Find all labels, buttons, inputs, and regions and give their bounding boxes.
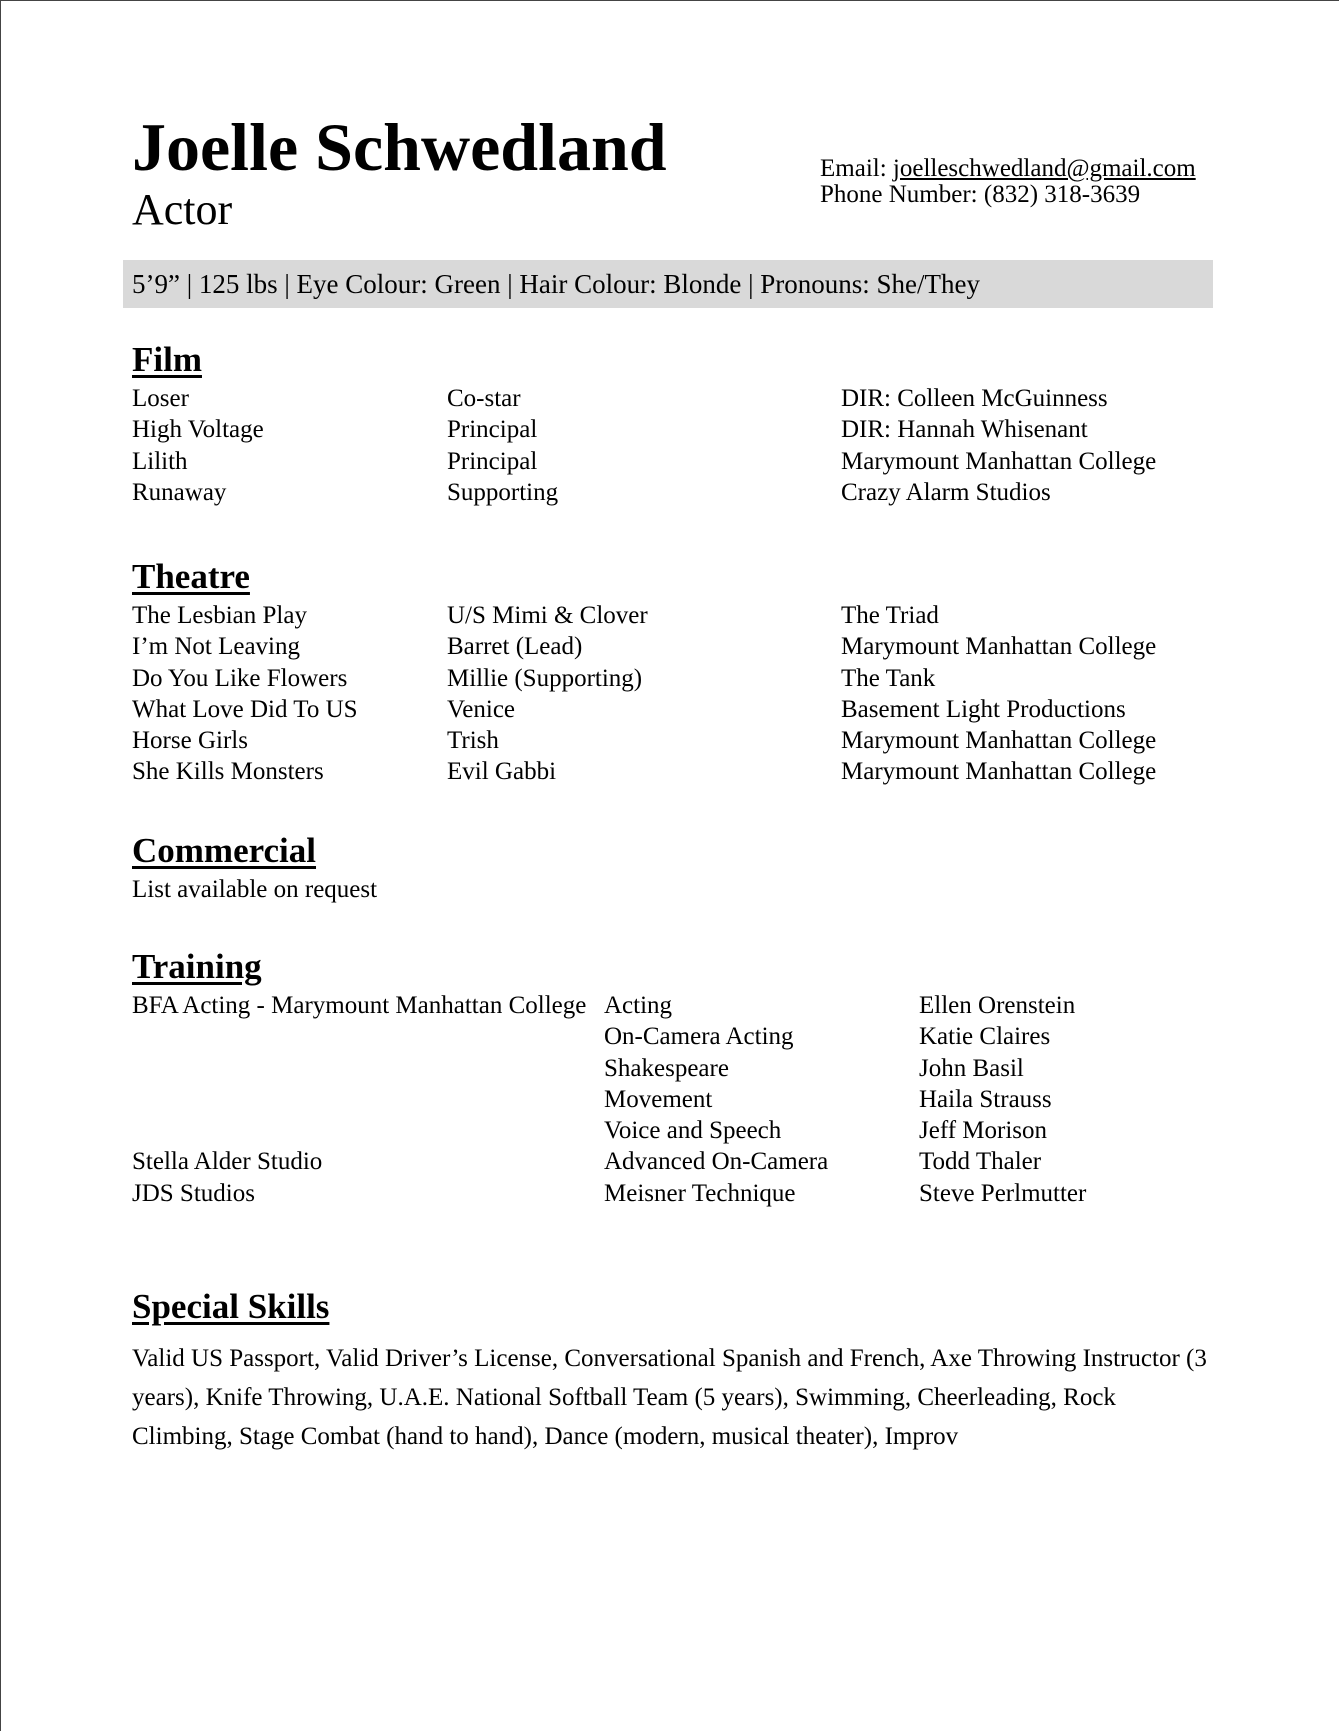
training-teacher: Katie Claires — [919, 1023, 1051, 1051]
film-project: High Voltage — [132, 416, 264, 444]
film-project: Loser — [132, 385, 189, 412]
film-role: Principal — [447, 447, 538, 475]
theatre-project: She Kills Monsters — [132, 758, 324, 786]
film-role: Principal — [447, 416, 538, 444]
email-line — [820, 156, 1196, 182]
film-credit: DIR: Colleen McGuinness — [841, 385, 1108, 412]
theatre-credit: Basement Light Productions — [841, 695, 1126, 723]
training-teacher: Haila Strauss — [919, 1085, 1052, 1113]
skills-text: Valid US Passport, Valid Driver’s License, Conversational Spanish and French, Axe Throwing Instructor (3 years), Knife Throwing, U.A.E. National Softball Team (5 years), Swimming, Cheerleading, Rock Climbing, Stage Combat (hand to hand), Dance (modern, musical theater), Improv — [132, 1345, 1207, 1450]
training-subject: Movement — [604, 1085, 713, 1113]
training-subject: Shakespeare — [604, 1054, 729, 1082]
stats-bar: 5’9” | 125 lbs | Eye Colour: Green | Hair Colour: Blonde | Pronouns: She/They — [123, 260, 1213, 308]
theatre-credit: Marymount Manhattan College — [841, 727, 1157, 755]
theatre-role: Venice — [447, 695, 516, 723]
film-credit: DIR: Hannah Whisenant — [841, 416, 1088, 444]
training-teacher: John Basil — [919, 1054, 1024, 1082]
theatre-project: Do You Like Flowers — [132, 664, 348, 692]
training-subject: Advanced On-Camera — [604, 1148, 829, 1176]
actor-role: Actor — [132, 185, 233, 234]
training-subject: On-Camera Acting — [604, 1023, 794, 1051]
film-role: Supporting — [447, 478, 559, 506]
training-subject: Voice and Speech — [604, 1117, 782, 1145]
training-teacher: Todd Thaler — [919, 1148, 1042, 1176]
theatre-role: Evil Gabbi — [447, 758, 557, 786]
film-credit: Crazy Alarm Studios — [841, 478, 1051, 506]
training-school: BFA Acting - Marymount Manhattan College — [132, 992, 587, 1019]
theatre-credit: The Triad — [841, 602, 939, 629]
training-teacher: Ellen Orenstein — [919, 992, 1076, 1019]
commercial-text: List available on request — [132, 876, 378, 903]
commercial-heading: Commercial — [132, 831, 317, 870]
training-subject: Meisner Technique — [604, 1179, 796, 1207]
theatre-heading: Theatre — [132, 557, 250, 596]
skills-heading: Special Skills — [132, 1287, 330, 1326]
actor-name: Joelle Schwedland — [132, 109, 667, 185]
film-project: Lilith — [132, 447, 188, 475]
training-teacher: Jeff Morison — [919, 1117, 1048, 1145]
training-teacher: Steve Perlmutter — [919, 1179, 1087, 1207]
film-role: Co-star — [447, 385, 521, 412]
theatre-role: Millie (Supporting) — [447, 664, 643, 692]
film-credit: Marymount Manhattan College — [841, 447, 1157, 475]
email-link[interactable]: joelleschwedland@gmail.com — [892, 155, 1196, 182]
phone-line: Phone Number: (832) 318-3639 — [820, 181, 1141, 208]
contact-block — [820, 156, 1196, 208]
email-label: Email: — [820, 155, 893, 182]
theatre-project: What Love Did To US — [132, 695, 358, 723]
training-heading: Training — [132, 947, 262, 986]
theatre-role: Barret (Lead) — [447, 633, 583, 661]
theatre-project: The Lesbian Play — [132, 602, 307, 629]
theatre-role: Trish — [447, 727, 499, 755]
theatre-role: U/S Mimi & Clover — [447, 602, 648, 629]
theatre-project: I’m Not Leaving — [132, 633, 301, 661]
theatre-credit: The Tank — [841, 664, 936, 692]
theatre-credit: Marymount Manhattan College — [841, 633, 1157, 661]
training-subject: Acting — [604, 992, 673, 1019]
training-school: Stella Alder Studio — [132, 1148, 323, 1176]
film-heading: Film — [132, 340, 202, 379]
training-school: JDS Studios — [132, 1179, 255, 1207]
theatre-credit: Marymount Manhattan College — [841, 758, 1157, 786]
film-project: Runaway — [132, 478, 227, 506]
theatre-project: Horse Girls — [132, 727, 248, 755]
